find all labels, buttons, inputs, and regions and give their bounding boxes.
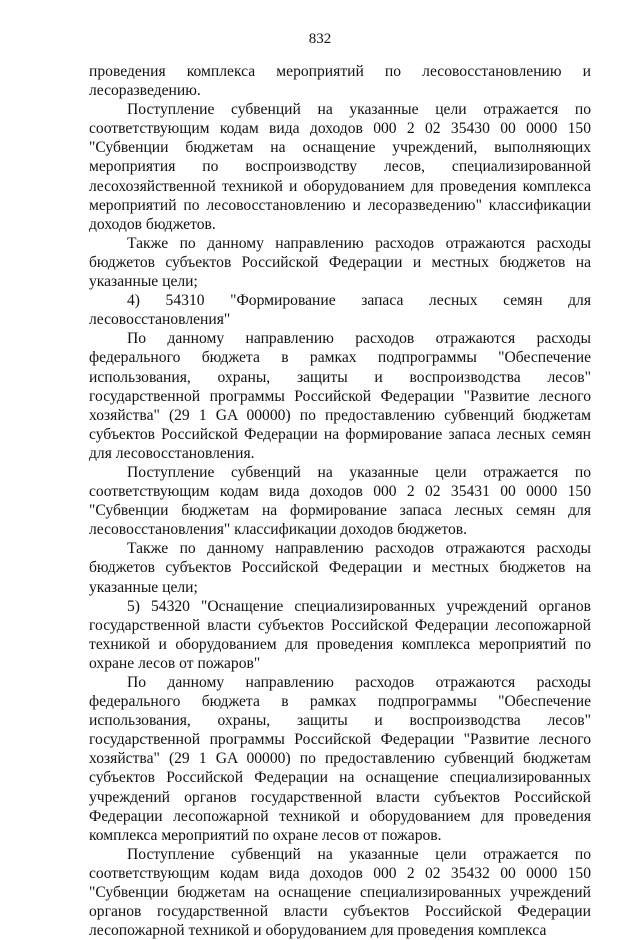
paragraph-7: Также по данному направлению расходов отражаются расходы бюджетов субъектов Российской Федерации и местных бюджетов на указанные цели; [89,540,591,596]
paragraph-1: проведения комплекса мероприятий по лесовосстановлению и лесоразведению. [89,63,591,100]
paragraph-10: Поступление субвенций на указанные цели отражается по соответствующим кодам вида доходов 000 2 02 35432 00 0000 150 "Субвенции бюджетам на оснащение специализированных учреждений органов государственной власти субъектов Российской Федерации лесопожарной техникой и оборудованием для проведения комплекса [89,845,591,940]
page-number: 832 [308,31,332,47]
paragraph-6: Поступление субвенций на указанные цели отражается по соответствующим кодам вида доходов 000 2 02 35431 00 0000 150 "Субвенции бюджетам на формирование запаса лесных семян для лесовосстановления" классификации доходов бюджетов. [89,463,591,539]
paragraph-5: По данному направлению расходов отражаются расходы федерального бюджета в рамках подпрограммы "Обеспечение использования, охраны, защиты и воспроизводства лесов" государственной программы Российской Федерации "Развитие лесного хозяйства" (29 1 GA 00000) по предоставлению субвенций бюджетам субъектов Российской Федерации на формирование запаса лесных семян для лесовосстановления. [89,330,591,462]
paragraph-9: По данному направлению расходов отражаются расходы федерального бюджета в рамках подпрограммы "Обеспечение использования, охраны, защиты и воспроизводства лесов" государственной программы Российской Федерации "Развитие лесного хозяйства" (29 1 GA 00000) по предоставлению субвенций бюджетам субъектов Российской Федерации на оснащение специализированных учреждений органов государственной власти субъектов Российской Федерации лесопожарной техникой и оборудованием для проведения комплекса мероприятий по охране лесов от пожаров. [89,674,591,844]
section-heading-5: 5) 54320 "Оснащение специализированных учреждений органов государственной власти субъектов Российской Федерации лесопожарной техникой и оборудованием для проведения комплекса мероприятий по охране лесов от пожаров" [89,597,591,672]
document-body [89,62,591,940]
paragraph-3: Также по данному направлению расходов отражаются расходы бюджетов субъектов Российской Федерации и местных бюджетов на указанные цели; [89,234,591,291]
section-heading-4: 4) 54310 "Формирование запаса лесных семян для лесовосстановления" [89,292,591,329]
paragraph-2: Поступление субвенций на указанные цели отражается по соответствующим кодам вида доходов 000 2 02 35430 00 0000 150 "Субвенции бюджетам на оснащение учреждений, выполняющих мероприятия по воспроизводству лесов, специализированной лесохозяйственной техникой и оборудованием для проведения комплекса мероприятий по лесовосстановлению и лесоразведению" классификации доходов бюджетов. [89,101,591,233]
